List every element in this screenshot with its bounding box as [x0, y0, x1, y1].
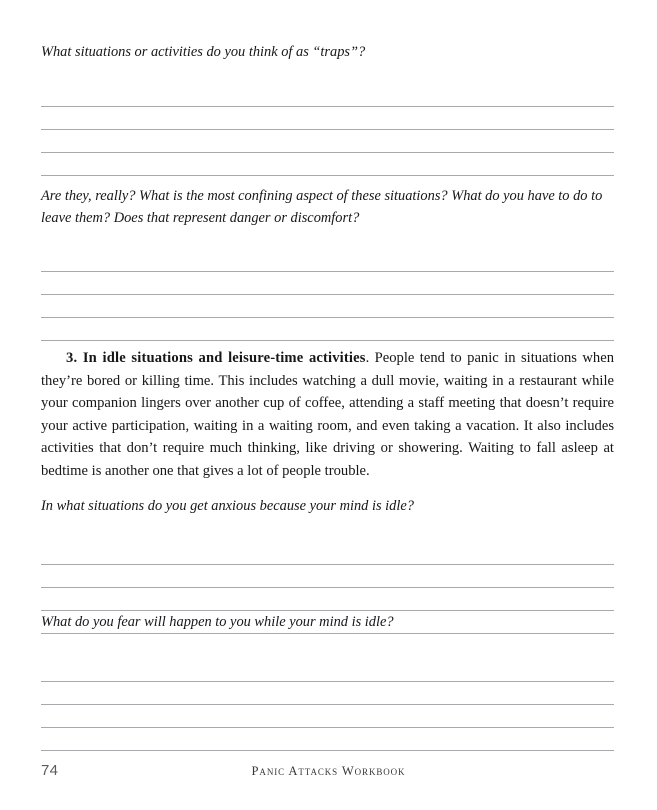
paragraph-lead-in: 3. In idle situations and leisure-time activities — [66, 350, 366, 366]
spacer — [41, 517, 614, 543]
answer-line[interactable] — [41, 272, 614, 295]
spacer — [41, 64, 614, 85]
body-paragraph-idle-situations — [41, 347, 614, 483]
answer-line[interactable] — [41, 318, 614, 341]
answer-lines-traps — [41, 85, 614, 176]
answer-line[interactable] — [41, 543, 614, 565]
prompt-mind-idle: In what situations do you get anxious because your mind is idle? — [41, 497, 414, 514]
answer-line[interactable] — [41, 728, 614, 751]
answer-line[interactable] — [41, 107, 614, 130]
answer-line[interactable] — [41, 660, 614, 682]
answer-line[interactable] — [41, 250, 614, 272]
answer-line[interactable] — [41, 682, 614, 705]
answer-line[interactable] — [41, 705, 614, 728]
worksheet-block-confining — [41, 186, 614, 341]
worksheet-block-idle — [41, 347, 614, 634]
answer-line[interactable] — [41, 85, 614, 107]
prompt-confining: Are they, really? What is the most confining aspect of these situations? What do you have to do to leave them? Does that represent danger or discomfort? — [41, 188, 603, 226]
answer-line[interactable] — [41, 588, 614, 611]
paragraph-body: . People tend to panic in situations when they’re bored or killing time. This includes watching a dull movie, waiting in a restaurant while your companion lingers over another cup of coffee, attending a staff meeting that doesn’t require your active participation, waiting in a waiting room, and even taking a vacation. It also includes activities that don’t require much thinking, like driving or showering. Waiting to fall asleep at bedtime is another one that gives a lot of people trouble. — [41, 350, 614, 479]
prompt-fear-idle: What do you fear will happen to you while your mind is idle? — [41, 614, 394, 630]
worksheet-block-fear — [41, 612, 614, 751]
answer-line[interactable] — [41, 295, 614, 318]
answer-line[interactable] — [41, 130, 614, 153]
worksheet-block-traps — [41, 42, 614, 176]
answer-lines-confining — [41, 250, 614, 341]
answer-lines-fear-idle — [41, 660, 614, 751]
running-head: Panic Attacks Workbook — [251, 764, 406, 778]
answer-line[interactable] — [41, 565, 614, 588]
spacer — [41, 634, 614, 660]
prompt-traps: What situations or activities do you think of as “traps”? — [41, 44, 366, 60]
answer-line[interactable] — [41, 153, 614, 176]
page-footer — [0, 762, 657, 792]
spacer — [41, 229, 614, 250]
spacer — [41, 483, 614, 496]
page-number: 74 — [41, 762, 59, 779]
